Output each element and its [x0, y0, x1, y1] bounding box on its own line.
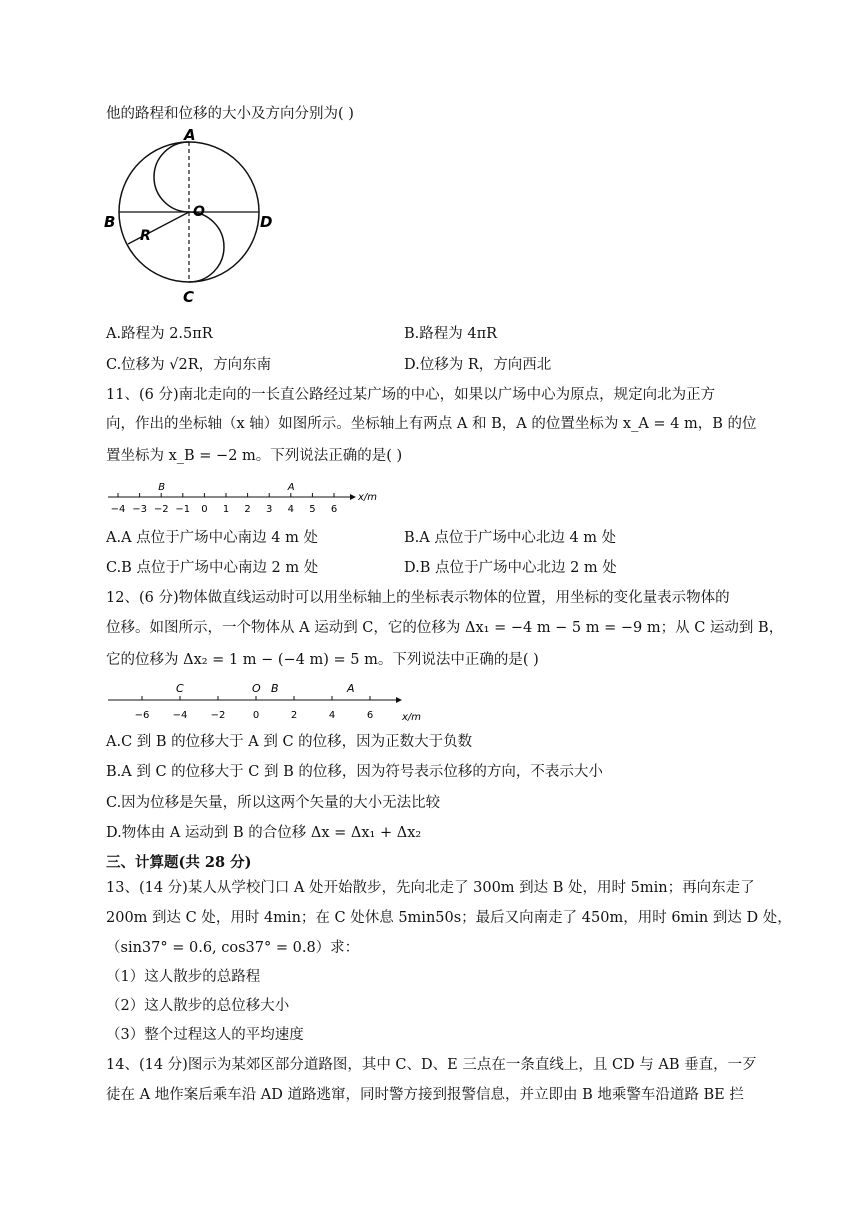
q12-point-o-label: O [252, 682, 261, 695]
axis-tick-label: −2 [210, 710, 226, 721]
axis-tick-label: 0 [201, 504, 208, 515]
axis-tick-label: 1 [222, 504, 230, 515]
fig-label-d: D [260, 213, 273, 231]
q10-stem-tail: 他的路程和位移的大小及方向分别为( ) [106, 106, 354, 122]
q13-line3: （sin37° = 0.6, cos37° = 0.8）求： [106, 940, 360, 956]
q11-option-d: D.B 点位于广场中心北边 2 m 处 [404, 560, 617, 576]
axis-tick-label: 5 [309, 504, 316, 515]
q11-option-b: B.A 点位于广场中心北边 4 m 处 [404, 530, 617, 546]
axis-tick-label: 2 [290, 710, 298, 721]
q12-axis-unit: x/m [402, 712, 422, 723]
axis-tick-label: −6 [134, 710, 150, 721]
q12-point-b-label: B [271, 682, 279, 695]
q10-option-b: B.路程为 4πR [404, 326, 498, 342]
fig-label-a: A [184, 126, 196, 144]
q11-option-a: A.A 点位于广场中心南边 4 m 处 [106, 530, 318, 546]
q13-line2: 200m 到达 C 处，用时 4min；在 C 处休息 5min50s；最后又向南走了 450m，用时 6min 到达 D 处， [106, 910, 792, 926]
q13-sub1: （1）这人散步的总路程 [106, 969, 261, 985]
q11-line2: 向，作出的坐标轴（x 轴）如图所示。坐标轴上有两点 A 和 B，A 的位置坐标为 x_A = 4 m，B 的位 [106, 416, 757, 432]
q11-line1: 11、(6 分)南北走向的一长直公路经过某广场的中心，如果以广场中心为原点，规定向北为正方 [106, 387, 716, 403]
q13-sub3: （3）整个过程这人的平均速度 [106, 1027, 304, 1043]
axis-tick-label: 6 [330, 504, 338, 515]
q12-line1: 12、(6 分)物体做直线运动时可以用坐标轴上的坐标表示物体的位置，用坐标的变化量表示物体的 [106, 590, 730, 606]
fig-label-b: B [104, 213, 116, 231]
q13-sub2: （2）这人散步的总位移大小 [106, 998, 290, 1014]
q12-point-a-label: A [347, 682, 355, 695]
axis-tick-label: 2 [244, 504, 251, 515]
q12-option-c: C.因为位移是矢量，所以这两个矢量的大小无法比较 [106, 795, 441, 811]
q12-option-b: B.A 到 C 的位移大于 C 到 B 的位移，因为符号表示位移的方向，不表示大小 [106, 764, 603, 780]
q11-point-b-label: B [158, 482, 166, 493]
q11-point-a-label: A [287, 482, 295, 493]
axis-tick-label: −1 [175, 504, 191, 515]
q11-option-c: C.B 点位于广场中心南边 2 m 处 [106, 560, 319, 576]
q12-option-a: A.C 到 B 的位移大于 A 到 C 的位移，因为正数大于负数 [106, 734, 473, 750]
q13-line1: 13、(14 分)某人从学校门口 A 处开始散步，先向北走了 300m 到达 B 处，用时 5min；再向东走了 [106, 880, 755, 896]
axis-tick-label: 3 [266, 504, 273, 515]
q10-option-c: C.位移为 √2R，方向东南 [106, 357, 272, 373]
axis-tick-label: −4 [172, 710, 188, 721]
axis-tick-label: 0 [252, 710, 260, 721]
q14-line2: 徒在 A 地作案后乘车沿 AD 道路逃窜，同时警方接到报警信息，并立即由 B 地乘警车沿道路 BE 拦 [106, 1087, 744, 1103]
q10-option-d: D.位移为 R，方向西北 [404, 357, 552, 373]
q12-number-axis [106, 680, 436, 725]
q10-circle-figure [100, 126, 280, 312]
axis-tick-label: −4 [110, 504, 126, 515]
q12-line3: 它的位移为 Δx₂ = 1 m − (−4 m) = 5 m。下列说法中正确的是( ) [106, 652, 539, 668]
fig-label-c: C [183, 288, 195, 306]
q14-line1: 14、(14 分)图示为某郊区部分道路图，其中 C、D、E 三点在一条直线上，且 CD 与 AB 垂直，一歹 [106, 1057, 757, 1073]
section-title: 三、计算题(共 28 分) [106, 854, 252, 871]
fig-label-r: R [140, 228, 151, 244]
q12-line2: 位移。如图所示，一个物体从 A 运动到 C，它的位移为 Δx₁ = −4 m − 5 m = −9 m；从 C 运动到 B， [106, 620, 784, 636]
axis-tick-label: −2 [153, 504, 169, 515]
fig-label-o: O [193, 204, 205, 220]
q11-axis-unit: x/m [358, 492, 378, 503]
axis-tick-label: −3 [132, 504, 147, 515]
axis-tick-label: 4 [287, 504, 294, 515]
q11-number-axis [106, 478, 406, 518]
q11-line3: 置坐标为 x_B = −2 m。下列说法正确的是( ) [106, 448, 403, 464]
axis-tick-label: 6 [366, 710, 374, 721]
q10-option-a: A.路程为 2.5πR [106, 326, 213, 342]
q12-point-c-label: C [176, 682, 184, 695]
q12-option-d: D.物体由 A 运动到 B 的合位移 Δx = Δx₁ + Δx₂ [106, 825, 422, 841]
axis-tick-label: 4 [328, 710, 336, 721]
